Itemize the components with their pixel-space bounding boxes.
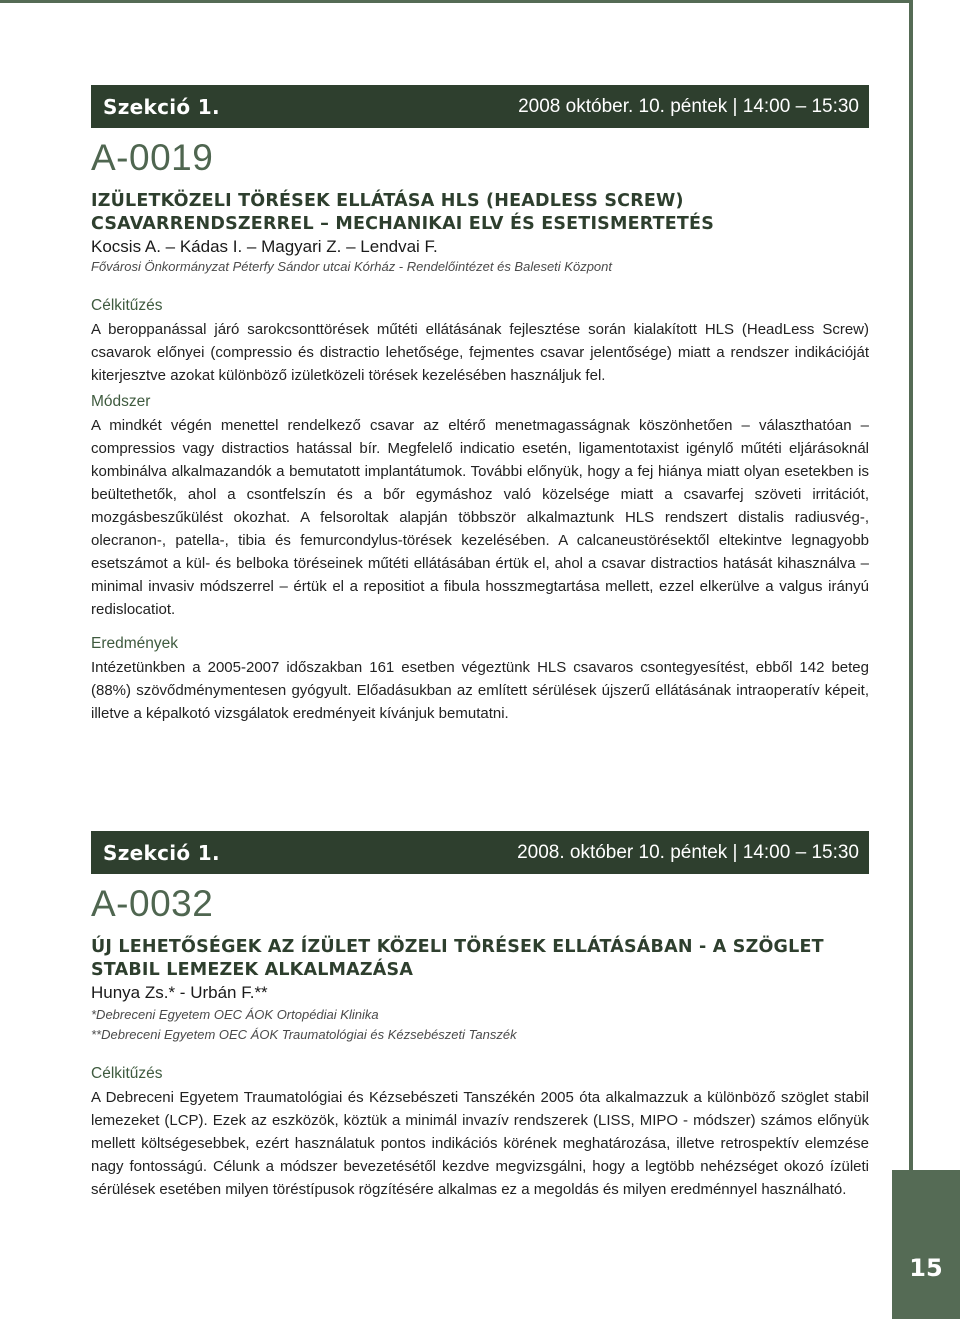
abstract-affiliation: *Debreceni Egyetem OEC ÁOK Ortopédiai Klinika [91,1007,379,1022]
page-frame-right [909,0,913,1170]
page-frame-top [0,0,912,3]
page-number: 15 [909,1254,943,1282]
abstract-code: A-0032 [91,883,214,924]
section-heading-results: Eredmények [91,635,179,652]
session-name: Szekció 1. [103,840,220,865]
abstract-a0032 [91,831,869,1201]
section-text-objective: A beroppanással járó sarokcsonttörések műtéti ellátásának fejlesztése során kialakított HLS (HeadLess Screw) csavarok előnyei (compressio és distractio lehetősége, fejmentes csavar jelentősége) miatt a rendszer indikációját kiterjesztve azokat különböző izületközeli törések kezelésében használjuk fel. [91,321,869,384]
section-text-objective: A Debreceni Egyetem Traumatológiai és Kézsebészeti Tanszékén 2005 óta alkalmazzuk a különböző szöglet stabil lemezeket (LCP). Ezek az eszközök, köztük a minimál invazív rendszerek (LISS, MIPO - módszer) számos előnyük mellett költségesebbek, ezért használatuk pontos indikációs körének meghatározása, illetve retrospektív elemzése nagy fontosságú. Célunk a módszer bevezetésétől kezdve megvizsgálni, hogy a legtöbb nehézséget okozó ízületi sérülések esetében milyen töréstípusok rögzítésére alkalmas ez a megoldás és milyen eredménnyel használható. [91,1089,869,1198]
section-heading-method: Módszer [91,393,151,410]
session-datetime: 2008. október 10. péntek | 14:00 – 15:30 [517,841,859,863]
page-number-tab [892,1170,960,1319]
section-text-method: A mindkét végén menettel rendelkező csavar az eltérő menetmagasságnak köszönhetően – választhatóan – compressios vagy distractios hatással bír. Megfelelő indicatio esetén, ligamentotaxist igénylő műtéti eljárásoknál kombinálva alkalmazandók a bemutatott implantátumok. További előnyük, hogy a fej hiánya miatt olyan esetekben is beültethetők, ahol a csontfelszín és a bőr egymáshoz való közelsége miatt a csavarfej szöveti irritációt, mozgásbeszűkülést okozhat. A felsoroltak alapján többször alkalmaztunk HLS rendszert distalis radiusvég-, olecranon-, patella-, tibia és femurcondylus-törések kezelésében. A calcaneustörésektől eltekintve legnagyobb esetszámot a kül- és belboka töréseinek műtéti ellátásában értük el, ahol a csavar distractios hatását kihasználva – minimal invasiv módszerrel – értük el a repositiot a fibula hosszmegtartása mellett, ezzel elkerülve a valgus irányú redislocatiot. [91,417,869,618]
abstract-title [91,936,869,982]
abstract-code: A-0019 [91,137,214,178]
abstract-affiliations [91,1005,869,1045]
session-name: Szekció 1. [103,94,220,119]
abstract-title-line: CSAVARRENDSZERREL – MECHANIKAI ELV ÉS ESETISMERTETÉS [91,214,715,234]
session-header-bar [91,85,869,128]
abstract-affiliation: Fővárosi Önkormányzat Péterfy Sándor utcai Kórház - Rendelőintézet és Baleseti Központ [91,259,612,274]
section-heading-objective: Célkitűzés [91,1065,163,1082]
abstract-a0019 [91,85,869,725]
abstract-title-line: IZÜLETKÖZELI TÖRÉSEK ELLÁTÁSA HLS (HEADLESS SCREW) [91,191,684,211]
session-datetime: 2008 október. 10. péntek | 14:00 – 15:30 [518,95,859,117]
abstract-affiliation: **Debreceni Egyetem OEC ÁOK Traumatológiai és Kézsebészeti Tanszék [91,1027,517,1042]
section-heading-objective: Célkitűzés [91,297,163,314]
section-text-results: Intézetünkben a 2005-2007 időszakban 161 esetben végeztünk HLS csavaros csontegyesítést, ebből 142 beteg (88%) szövődménymentesen gyógyult. Előadásukban az említett sérülések újszerű ellátásának intraoperatív képeit, illetve a képalkotó vizsgálatok eredményeit kívánjuk bemutatni. [91,659,869,722]
abstract-authors: Hunya Zs.* - Urbán F.** [91,983,268,1002]
abstract-title-line: ÚJ LEHETŐSÉGEK AZ ÍZÜLET KÖZELI TÖRÉSEK ELLÁTÁSÁBAN - A SZÖGLET [91,937,824,957]
session-header-bar [91,831,869,874]
abstract-authors: Kocsis A. – Kádas I. – Magyari Z. – Lendvai F. [91,237,438,256]
abstract-title-line: STABIL LEMEZEK ALKALMAZÁSA [91,960,414,980]
abstract-title [91,190,869,236]
